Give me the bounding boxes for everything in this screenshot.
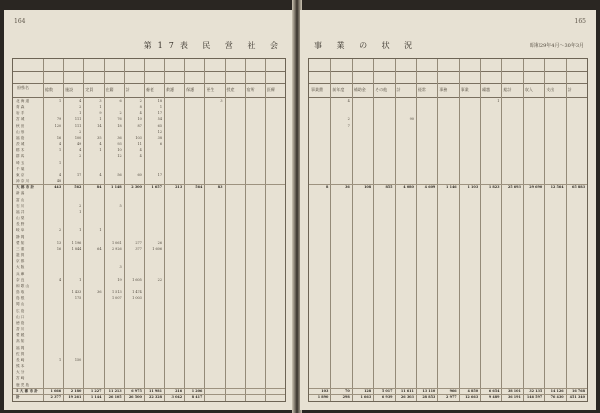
table-cell: 2	[79, 154, 82, 159]
table-cell: 1	[58, 160, 62, 165]
table-cell: 14 126	[550, 388, 564, 393]
table-cell: 5	[119, 203, 122, 208]
row-label: 岩 手	[16, 111, 25, 116]
table-cell: 4	[79, 148, 82, 153]
right-table	[308, 58, 588, 402]
column-rule	[352, 59, 353, 401]
table-cell: 4	[79, 99, 82, 103]
column-rule	[225, 59, 226, 401]
table-cell: 26 500	[128, 394, 142, 399]
table-cell: 1 196	[71, 240, 82, 245]
table-title: 第17表 民 営 社 会	[143, 41, 284, 50]
table-cell: 76	[117, 117, 122, 122]
table-cell: 3 042	[171, 394, 183, 399]
column-rule	[566, 59, 567, 401]
table-cell: 175	[74, 296, 82, 301]
column-header: 計	[567, 87, 572, 92]
table-cell: 3	[220, 99, 223, 103]
column-header: 在籍	[105, 87, 114, 92]
table-cell: 17	[157, 172, 162, 177]
table-cell: 2 180	[70, 388, 82, 393]
table-cell: 443	[54, 185, 62, 190]
row-label: 鳥 取	[16, 290, 25, 295]
row-label: 神 奈 川	[16, 179, 30, 184]
row-label: 京 都	[16, 259, 25, 264]
row-label: 岡 山	[16, 302, 25, 307]
table-cell: 4	[139, 111, 142, 116]
table-cell: 25 693	[507, 185, 521, 190]
row-label: 千 葉	[16, 166, 25, 171]
table-cell: 1	[99, 105, 102, 110]
table-cell: 2	[79, 105, 82, 110]
table-cell: 10	[137, 117, 142, 122]
page-number-right: 165	[574, 18, 586, 25]
table-cell: 1 663	[360, 394, 372, 399]
row-label: 三 重	[16, 246, 25, 251]
period-note: 昭和29年4月～30年3月	[529, 43, 584, 49]
column-rule	[124, 59, 125, 401]
table-cell: 1 890	[317, 394, 329, 399]
table-cell: 93	[117, 142, 122, 147]
table-cell: 16 768	[572, 388, 585, 393]
column-header: 事業費	[311, 87, 323, 92]
table-cell: 855	[385, 185, 393, 190]
table-cell: 7	[347, 123, 350, 128]
table-cell: 451 340	[569, 394, 585, 399]
table-cell: 216	[175, 388, 183, 393]
table-cell: 4 080	[403, 185, 414, 190]
column-header: 宿所	[246, 87, 255, 92]
row-label: 長 崎	[16, 357, 25, 362]
table-cell: 562	[74, 185, 82, 190]
table-cell: 26	[157, 240, 162, 245]
table-cell: 4	[99, 142, 102, 147]
table-cell: 54	[157, 117, 162, 122]
row-label: 大 阪	[16, 265, 25, 270]
table-cell: 38 101	[507, 388, 521, 393]
table-cell: 84	[96, 185, 102, 190]
table-cell: 1	[497, 99, 500, 103]
table-cell: 4	[58, 172, 62, 177]
column-header: 計	[125, 87, 130, 92]
table-cell: 14	[97, 123, 102, 128]
table-cell: 128	[364, 388, 372, 393]
table-cell: 17	[76, 172, 82, 177]
table-cell: 9	[99, 111, 102, 116]
column-rule	[144, 59, 145, 401]
column-rule	[373, 59, 374, 401]
table-cell: 10	[117, 148, 122, 153]
table-cell: 29 690	[529, 185, 543, 190]
table-cell: 6 654	[488, 388, 500, 393]
column-header: 経常	[417, 87, 426, 92]
table-cell: 18	[157, 99, 162, 103]
row-label: 宮 城	[16, 117, 25, 122]
column-rule	[204, 59, 205, 401]
table-cell: 108	[364, 185, 372, 190]
table-cell: 12	[157, 129, 162, 134]
row-label: 鹿 児 島	[16, 382, 30, 387]
row-label: 大 都 市 計	[16, 185, 35, 190]
table-cell: 12 564	[550, 185, 564, 190]
table-cell: 36 191	[507, 394, 521, 399]
table-cell: 2 977	[446, 394, 457, 399]
column-rule	[184, 59, 185, 401]
table-cell: 4	[139, 154, 142, 159]
row-label: 北 海 道	[16, 99, 30, 103]
row-label: 奈 良	[16, 277, 25, 282]
table-cell: 36	[117, 135, 122, 140]
column-header: 収入	[524, 87, 533, 92]
table-cell: 1	[99, 228, 102, 233]
column-rule	[416, 59, 417, 401]
column-rule	[523, 59, 524, 401]
table-cell: 1 061	[111, 240, 122, 245]
table-cell: 19	[117, 277, 122, 282]
table-cell: 3	[119, 265, 122, 270]
row-label: 徳 島	[16, 320, 25, 325]
column-rule	[245, 59, 246, 401]
table-cell: 146 597	[526, 394, 543, 399]
table-cell: 2	[139, 99, 142, 103]
table-cell: 12 663	[465, 394, 479, 399]
table-cell: 11 981	[149, 388, 162, 393]
table-cell: 6 975	[131, 388, 142, 393]
table-cell: 49	[76, 142, 82, 147]
table-cell: 1 146	[446, 185, 457, 190]
table-cell: 17	[157, 111, 162, 116]
table-cell: 1	[79, 228, 82, 233]
table-cell: 16	[56, 135, 62, 140]
table-cell: 1	[79, 277, 82, 282]
table-cell: 966	[449, 388, 457, 393]
table-cell: 1 823	[488, 185, 500, 190]
table-cell: 2 377	[50, 394, 62, 399]
right-page	[300, 10, 596, 410]
table-cell: 2 300	[131, 185, 142, 190]
column-header: 保護	[186, 87, 195, 92]
table-cell: 1 605	[132, 277, 142, 282]
table-cell: 1	[99, 148, 102, 153]
table-cell: 111	[74, 123, 82, 128]
table-cell: 11 213	[108, 388, 122, 393]
table-cell: 26 303	[400, 394, 414, 399]
table-cell: 1	[99, 117, 102, 122]
row-label: 愛 媛	[16, 333, 25, 338]
table-title-continued: 事 業 の 状 況	[314, 41, 419, 50]
row-label: 佐 賀	[16, 351, 25, 356]
table-cell: 36	[97, 290, 102, 295]
header-rule	[309, 83, 587, 84]
table-cell: 19 261	[68, 394, 82, 399]
table-cell: 1 474	[132, 290, 142, 295]
column-header: 繰越	[482, 87, 491, 92]
column-header: その他	[375, 87, 388, 92]
column-header: 前年度	[332, 87, 345, 92]
table-cell: 1	[58, 148, 62, 153]
table-cell: 150	[74, 357, 82, 362]
table-cell: 8 417	[191, 394, 203, 399]
column-header: 施設	[65, 87, 74, 92]
row-label: 新 潟	[16, 191, 25, 196]
table-cell: 4	[99, 172, 102, 177]
row-label: 長 野	[16, 222, 25, 227]
column-rule	[330, 59, 331, 401]
page-number-left: 164	[14, 18, 26, 25]
column-header: 計	[396, 87, 401, 92]
table-cell: 60	[137, 172, 142, 177]
table-cell: 22	[157, 277, 162, 282]
table-cell: 65 883	[572, 185, 585, 190]
row-label: 静 岡	[16, 234, 25, 239]
row-label: 石 川	[16, 203, 25, 208]
table-cell: 1 007	[111, 296, 122, 301]
table-cell: 2	[347, 117, 350, 122]
table-cell: 1 103	[467, 185, 479, 190]
table-cell: 1 206	[191, 388, 203, 393]
row-label: 東 京	[16, 172, 25, 177]
table-cell: 4 609	[424, 185, 436, 190]
table-cell: 6	[119, 99, 122, 103]
row-label: 愛 知	[16, 240, 25, 245]
table-cell: 38	[157, 135, 162, 140]
row-label: 高 知	[16, 339, 25, 344]
table-cell: 76 430	[550, 394, 564, 399]
row-label: 広 島	[16, 308, 25, 313]
table-cell: 1	[79, 111, 82, 116]
column-header: 総計	[503, 87, 512, 92]
table-cell: 1 513	[111, 290, 122, 295]
table-cell: 1 148	[111, 185, 122, 190]
table-cell: 1 227	[90, 388, 102, 393]
row-label: 岐 阜	[16, 228, 25, 233]
table-cell: 56	[117, 172, 122, 177]
table-cell: 4	[58, 277, 62, 282]
table-cell: 26 105	[108, 394, 122, 399]
row-label: 栃 木	[16, 148, 25, 153]
table-cell: 2	[79, 203, 82, 208]
column-rule	[501, 59, 502, 401]
table-cell: 377	[135, 246, 142, 251]
column-header: 府県名	[17, 85, 29, 90]
column-header: 総数	[45, 87, 53, 92]
table-cell: 48	[56, 179, 62, 184]
table-cell: 1	[58, 99, 62, 103]
column-rule	[395, 59, 396, 401]
row-label: 群 馬	[16, 154, 25, 159]
table-cell: 1 844	[71, 246, 82, 251]
table-cell: 298	[342, 394, 350, 399]
row-label: 埼 玉	[16, 160, 25, 165]
row-label: 福 井	[16, 209, 25, 214]
table-cell: 64	[97, 246, 102, 251]
left-table	[12, 58, 286, 402]
table-cell: 2	[119, 111, 122, 116]
table-cell: 8	[326, 185, 329, 190]
row-label: 島 根	[16, 296, 25, 301]
table-cell: 9 489	[488, 394, 500, 399]
column-rule	[265, 59, 266, 401]
table-cell: 100	[74, 135, 82, 140]
table-cell: 2 926	[111, 246, 122, 251]
table-cell: 79	[56, 117, 62, 122]
column-header: 養老	[145, 87, 154, 92]
column-header: 医療	[266, 87, 275, 92]
table-cell: 13	[56, 240, 62, 245]
column-header: 授産	[226, 87, 235, 92]
table-cell: 1 666	[50, 388, 62, 393]
header-rule	[309, 71, 587, 72]
table-cell: 213	[175, 185, 183, 190]
column-rule	[544, 59, 545, 401]
table-cell: 277	[135, 240, 142, 245]
column-header: 事務	[439, 87, 448, 92]
table-cell: 1 657	[151, 185, 162, 190]
table-cell: 1 606	[152, 246, 162, 251]
table-cell: 6 939	[381, 394, 393, 399]
row-label: 和 歌 山	[16, 283, 30, 288]
table-cell: 18	[117, 123, 122, 128]
table-cell: 4	[139, 148, 142, 153]
table-cell: 103	[135, 135, 142, 140]
table-cell: 1	[159, 105, 162, 110]
row-label: 茨 城	[16, 142, 25, 147]
row-label: 兵 庫	[16, 271, 25, 276]
table-cell: 6	[159, 142, 162, 147]
table-cell: 36	[345, 185, 350, 190]
table-cell: 90	[409, 117, 414, 122]
table-cell: 103	[321, 388, 329, 393]
table-cell: 120	[54, 123, 62, 128]
table-cell: 564	[195, 185, 203, 190]
table-cell: 1 144	[90, 394, 102, 399]
row-label: 滋 賀	[16, 253, 25, 258]
row-label: 山 口	[16, 314, 25, 319]
table-cell: 4 850	[467, 388, 479, 393]
column-header: 事業	[460, 87, 469, 92]
table-cell: 32 135	[529, 388, 543, 393]
table-cell: 3	[99, 99, 102, 103]
table-cell: 12	[117, 154, 122, 159]
row-label: 5 大 都 市 計	[16, 388, 38, 393]
column-header: 支出	[546, 87, 555, 92]
table-cell: 65	[157, 123, 162, 128]
table-cell: 11	[137, 142, 142, 147]
table-cell: 1	[79, 209, 82, 214]
table-cell: 1	[58, 357, 62, 362]
row-label: 富 山	[16, 197, 25, 202]
row-label: 山 形	[16, 129, 25, 134]
row-label: 青 森	[16, 105, 25, 110]
row-label: 計	[16, 394, 20, 399]
table-cell: 8	[139, 105, 142, 110]
table-cell: 4	[58, 142, 62, 147]
table-cell: 11 611	[400, 388, 414, 393]
table-cell: 70	[345, 388, 350, 393]
table-cell: 1 433	[71, 290, 82, 295]
table-cell: 16	[56, 246, 62, 251]
table-cell: 83	[217, 185, 223, 190]
row-label: 福 島	[16, 135, 25, 140]
row-label: 山 梨	[16, 216, 25, 221]
column-rule	[480, 59, 481, 401]
table-cell: 1 003	[132, 296, 142, 301]
table-cell: 5 017	[381, 388, 393, 393]
table-cell: 22 328	[149, 394, 162, 399]
row-label: 香 川	[16, 327, 25, 332]
column-header: 補助金	[353, 87, 366, 92]
table-cell: 4	[347, 99, 350, 103]
table-cell: 35	[97, 135, 102, 140]
table-cell: 28 853	[422, 394, 436, 399]
column-rule	[437, 59, 438, 401]
table-cell: 2	[58, 228, 62, 233]
column-header: 更生	[206, 87, 215, 92]
row-label: 大 分	[16, 370, 25, 375]
column-rule	[459, 59, 460, 401]
column-rule	[104, 59, 105, 401]
table-cell: 13 110	[422, 388, 436, 393]
table-cell: 111	[74, 117, 82, 122]
row-label: 秋 田	[16, 123, 25, 128]
table-cell: 87	[137, 123, 142, 128]
table-cell: 2	[79, 129, 82, 134]
left-page	[4, 10, 294, 410]
row-label: 熊 本	[16, 364, 25, 369]
column-header: 救護	[166, 87, 174, 92]
row-label: 宮 崎	[16, 376, 25, 381]
row-label: 福 岡	[16, 345, 25, 350]
header-rule	[309, 97, 587, 98]
column-rule	[164, 59, 165, 401]
column-header: 定員	[85, 87, 94, 92]
